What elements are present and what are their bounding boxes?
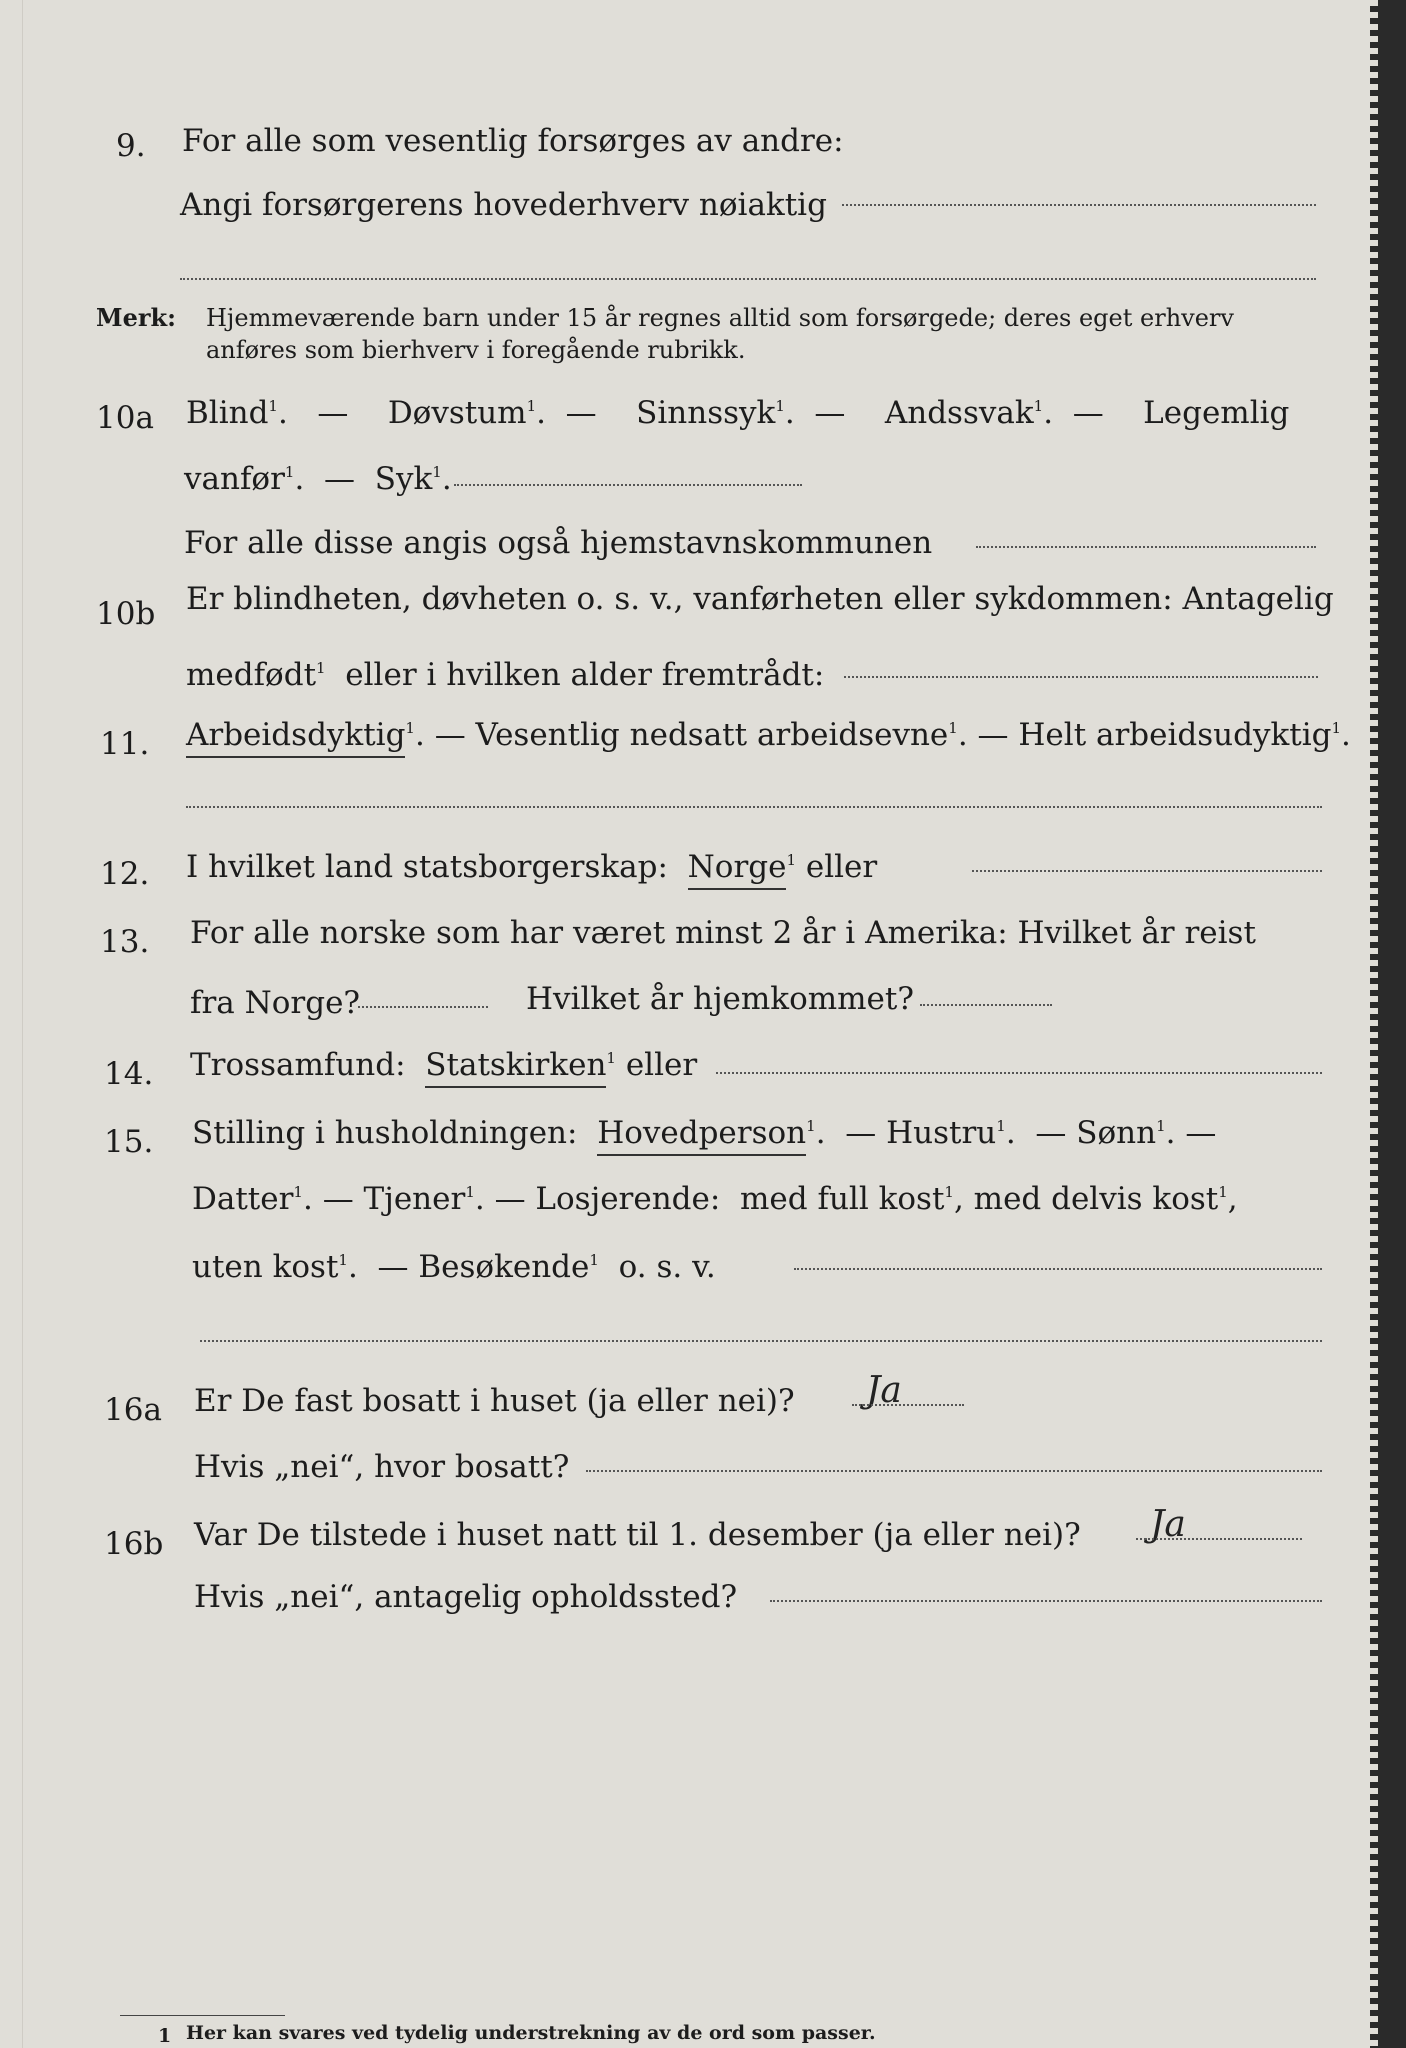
q10b-alder-prompt: eller i hvilken alder fremtrådt: (345, 657, 825, 693)
footnote-ref: 1 (432, 463, 442, 481)
q15-answer-line[interactable] (794, 1268, 1322, 1270)
option-norge[interactable]: Norge (688, 849, 787, 890)
q10a-hjemstavn-line[interactable] (976, 546, 1316, 548)
footnote-ref: 1 (268, 397, 278, 415)
q16b-opholdssted-line[interactable] (770, 1600, 1322, 1602)
q15-osv: o. s. v. (618, 1249, 716, 1285)
q10a-hjemstavn-prompt: For alle disse angis også hjemstavnskommunen (184, 525, 933, 561)
q16b-answer-line[interactable] (1136, 1538, 1302, 1540)
q15-line3: uten kost$^1$. — Besøkende$^1$ o. s. v. (192, 1249, 716, 1285)
footnote-ref: 1 (1033, 397, 1044, 415)
footnote-ref: 1 (996, 1117, 1006, 1135)
q15-answer-line-2[interactable] (200, 1340, 1322, 1342)
option-delvis-kost[interactable]: , med delvis kost (953, 1181, 1219, 1217)
perforated-edge (1356, 0, 1378, 2048)
footnote-ref: 1 (293, 1183, 303, 1201)
footnote-ref: 1 (806, 1117, 816, 1135)
q9-answer-line-2[interactable] (180, 278, 1316, 280)
q16a-answer-line[interactable] (852, 1404, 964, 1406)
option-hustru[interactable]: — Hustru (845, 1115, 997, 1151)
q12-answer-line[interactable] (972, 870, 1322, 872)
option-syk[interactable]: Syk (374, 461, 433, 497)
footnote-ref: 1 (316, 659, 326, 677)
option-udyktig[interactable]: — Helt arbeidsudyktig (977, 717, 1332, 753)
q15-line2: Datter$^1$. — Tjener$^1$. — Losjerende: med full kost$^1$, med delvis kost$^1$, (192, 1181, 1238, 1217)
q15-number: 15. (104, 1124, 154, 1160)
q13-question: For alle norske som har været minst 2 år i Amerika: Hvilket år reist (190, 915, 1256, 951)
footnote-ref: 1 (944, 1183, 954, 1201)
footnote-ref: 1 (405, 719, 415, 737)
q14-question (190, 1047, 698, 1083)
footnote-ref: 1 (775, 397, 785, 415)
option-uten-kost[interactable]: uten kost (192, 1249, 339, 1285)
q11-answer-line[interactable] (186, 806, 1322, 808)
q11-number: 11. (100, 726, 150, 762)
option-andssvak[interactable]: Andssvak (884, 395, 1034, 431)
q16b-number: 16b (104, 1526, 164, 1562)
footnote-ref: 1 (1218, 1183, 1228, 1201)
q9-prompt: Angi forsørgerens hovederhverv nøiaktig (180, 187, 827, 223)
option-nedsatt[interactable]: — Vesentlig nedsatt arbeidsevne (434, 717, 949, 753)
option-besokende[interactable]: — Besøkende (377, 1249, 590, 1285)
q16a-hvis-nei: Hvis „nei“, hvor bosatt? (194, 1449, 570, 1485)
footnote-ref: 1 (606, 1049, 616, 1067)
q14-eller: eller (625, 1047, 698, 1083)
footnote-ref: 1 (338, 1251, 348, 1269)
q12-prompt: I hvilket land statsborgerskap: (186, 849, 668, 885)
q14-prompt: Trossamfund: (190, 1047, 406, 1083)
q16b-hvis-nei: Hvis „nei“, antagelig opholdssted? (194, 1579, 738, 1615)
footnote-rule (120, 2015, 285, 2016)
q12-number: 12. (100, 856, 150, 892)
merk-note-line1: Hjemmeværende barn under 15 år regnes alltid som forsørgede; deres eget erhverv (206, 304, 1234, 332)
footnote-ref: 1 (465, 1183, 475, 1201)
footnote-ref: 1 (1156, 1117, 1166, 1135)
footnote-mark: 1 (158, 2025, 172, 2047)
option-datter[interactable]: Datter (192, 1181, 294, 1217)
footnote-text: Her kan svares ved tydelig understrekning av de ord som passer. (186, 2022, 876, 2044)
q14-number: 14. (104, 1056, 154, 1092)
q13-hjem-answer-line[interactable] (920, 1004, 1052, 1006)
q15-line1: Stilling i husholdningen: Hovedperson$^1$. — Hustru$^1$. — Sønn$^1$. — (192, 1118, 1216, 1149)
q10b-question: Er blindheten, døvheten o. s. v., vanførheten eller sykdommen: Antagelig (186, 581, 1334, 617)
footnote-ref: 1 (589, 1251, 599, 1269)
footnote-ref: 1 (526, 397, 537, 415)
option-blind[interactable]: Blind (186, 395, 269, 431)
q10a-number: 10a (96, 400, 154, 436)
option-losjerende: — Losjerende: (494, 1181, 721, 1217)
q13-hjemkommet: Hvilket år hjemkommet? (526, 981, 914, 1017)
q13-fra-norge: fra Norge? (190, 985, 361, 1021)
q16a-number: 16a (104, 1392, 162, 1428)
q13-fra-answer-line[interactable] (358, 1006, 488, 1008)
q9-number: 9. (116, 128, 146, 164)
option-vanfor[interactable]: vanfør (184, 461, 285, 497)
footnote-ref: 1 (1331, 719, 1342, 737)
footnote-ref: 1 (284, 463, 295, 481)
q16b-handwritten-answer[interactable]: Ja (1150, 1504, 1186, 1545)
option-medfodt[interactable]: medfødt (186, 657, 317, 693)
q10b-answer-line[interactable] (844, 676, 1318, 678)
option-sinnssyk[interactable]: Sinnssyk (636, 395, 776, 431)
q16a-question: Er De fast bosatt i huset (ja eller nei)? (194, 1383, 795, 1419)
q12-question (186, 849, 878, 885)
merk-note-line2: anføres som bierhverv i foregående rubrikk. (206, 336, 746, 364)
option-arbeidsdyktig[interactable]: Arbeidsdyktig (186, 717, 405, 758)
option-full-kost[interactable]: med full kost (740, 1181, 945, 1217)
q16a-bosatt-line[interactable] (586, 1470, 1322, 1472)
q16a-handwritten-answer[interactable]: Ja (866, 1370, 902, 1411)
footnote-ref: 1 (948, 719, 958, 737)
q14-answer-line[interactable] (716, 1072, 1322, 1074)
option-legemlig[interactable]: Legemlig (1143, 395, 1290, 431)
q12-eller: eller (805, 849, 878, 885)
q10a-answer-line[interactable] (454, 484, 802, 486)
option-statskirken[interactable]: Statskirken (425, 1047, 606, 1088)
q10b-line2 (186, 657, 825, 693)
q10b-number: 10b (96, 596, 156, 632)
footnote-ref: 1 (786, 851, 797, 869)
q10a-options-line2: vanfør$^1$. — Syk$^1$. (184, 461, 452, 497)
option-tjener[interactable]: — Tjener (322, 1181, 466, 1217)
q9-answer-line[interactable] (842, 204, 1316, 206)
merk-label: Merk: (96, 303, 176, 332)
q15-prompt: Stilling i husholdningen: (192, 1115, 578, 1151)
q13-number: 13. (100, 924, 150, 960)
q9-question: For alle som vesentlig forsørges av andre: (182, 123, 844, 159)
option-sonn[interactable]: — Sønn (1035, 1115, 1157, 1151)
option-hovedperson[interactable]: Hovedperson (597, 1115, 806, 1156)
q11-options: Arbeidsdyktig$^1$. — Vesentlig nedsatt arbeidsevne$^1$. — Helt arbeidsudyktig$^1$. (186, 720, 1351, 751)
q10a-options-line1: Blind$^1$. — Døvstum$^1$. — Sinnssyk$^1$. — Andssvak$^1$. — Legemlig (186, 395, 1290, 431)
option-dovstum[interactable]: Døvstum (387, 395, 527, 431)
q16b-question: Var De tilstede i huset natt til 1. desember (ja eller nei)? (194, 1517, 1081, 1553)
